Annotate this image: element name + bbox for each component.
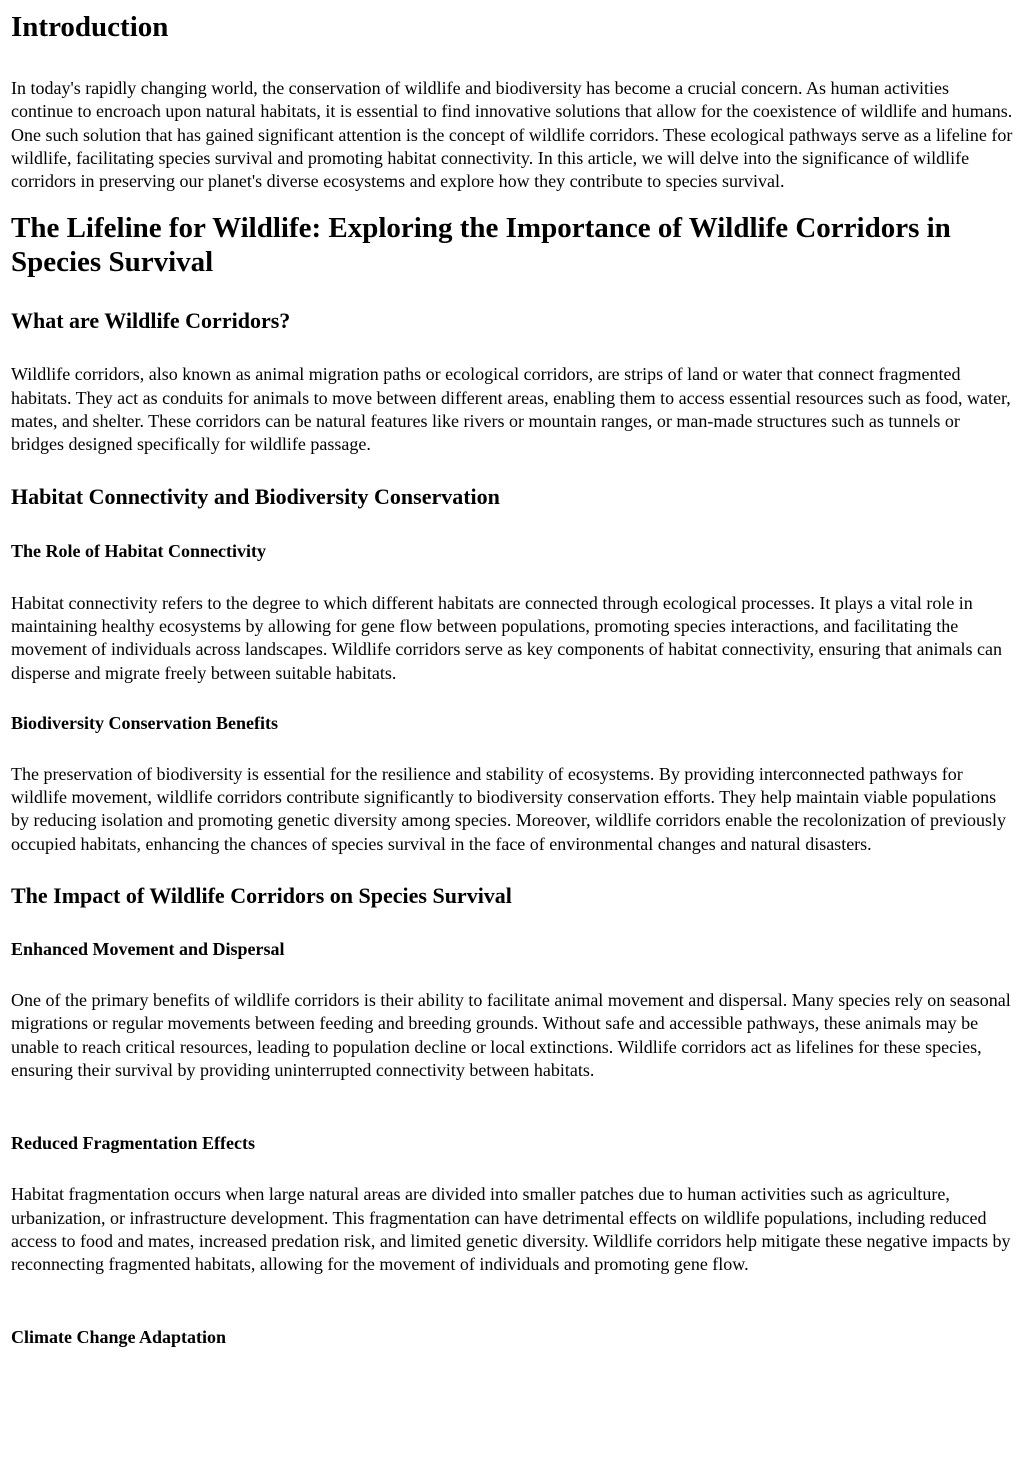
fragmentation-effects-heading: Reduced Fragmentation Effects [11,1133,255,1154]
climate-adaptation-heading: Climate Change Adaptation [11,1327,227,1348]
intro-heading: Introduction [11,11,169,43]
what-are-corridors-heading: What are Wildlife Corridors? [11,308,291,334]
habitat-connectivity-heading: Habitat Connectivity and Biodiversity Conservation [11,483,500,509]
page-title: The Lifeline for Wildlife: Exploring the Importance of Wildlife Corridors in Species Survival [11,212,951,279]
role-of-connectivity-paragraph: Habitat connectivity refers to the degree to which different habitats are connected through ecological processes. It plays a vital role in maintaining healthy ecosystems by allowing for gene flow between populations, promoting species interactions, and facilitating the movement of individuals across landscapes. Wildlife corridors serve as key components of habitat connectivity, ensuring that animals can disperse and migrate freely between suitable habitats. [11,592,1003,683]
movement-dispersal-heading: Enhanced Movement and Dispersal [11,939,285,960]
what-are-corridors-paragraph: Wildlife corridors, also known as animal migration paths or ecological corridors, are strips of land or water that connect fragmented habitats. They act as conduits for animals to move between different areas, enabling them to access essential resources such as food, water, mates, and shelter. These corridors can be natural features like rivers or mountain ranges, or man-made structures such as tunnels or bridges designed specifically for wildlife passage. [11,364,1011,455]
fragmentation-effects-paragraph: Habitat fragmentation occurs when large natural areas are divided into smaller patches due to human activities such as agriculture, urbanization, or infrastructure development. This fragmentation can have detrimental effects on wildlife populations, including reduced access to food and mates, increased predation risk, and limited genetic diversity. Wildlife corridors help mitigate these negative impacts by reconnecting fragmented habitats, allowing for the movement of individuals and promoting gene flow. [11,1184,1011,1275]
species-survival-impact-heading: The Impact of Wildlife Corridors on Species Survival [11,883,512,909]
intro-paragraph: In today's rapidly changing world, the conservation of wildlife and biodiversity has become a crucial concern. As human activities continue to encroach upon natural habitats, it is essential to find innovative solutions that allow for the coexistence of wildlife and humans. One such solution that has gained significant attention is the concept of wildlife corridors. These ecological pathways serve as a lifeline for wildlife, facilitating species survival and promoting habitat connectivity. In this article, we will delve into the significance of wildlife corridors in preserving our planet's diverse ecosystems and explore how they contribute to species survival. [11,78,1013,192]
biodiversity-benefits-paragraph: The preservation of biodiversity is essential for the resilience and stability of ecosystems. By providing interconnected pathways for wildlife movement, wildlife corridors contribute significantly to biodiversity conservation efforts. They help maintain viable populations by reducing isolation and promoting genetic diversity among species. Moreover, wildlife corridors enable the recolonization of previously occupied habitats, enhancing the chances of species survival in the face of environmental changes and natural disasters. [11,763,1007,854]
article [0,10,1024,1348]
role-of-connectivity-heading: The Role of Habitat Connectivity [11,540,266,561]
biodiversity-benefits-heading: Biodiversity Conservation Benefits [11,712,278,733]
movement-dispersal-paragraph: One of the primary benefits of wildlife corridors is their ability to facilitate animal movement and dispersal. Many species rely on seasonal migrations or regular movements between feeding and breeding grounds. Without safe and accessible pathways, these animals may be unable to reach critical resources, leading to population decline or local extinctions. Wildlife corridors act as lifelines for these species, ensuring their survival by providing uninterrupted connectivity between habitats. [11,990,1011,1080]
